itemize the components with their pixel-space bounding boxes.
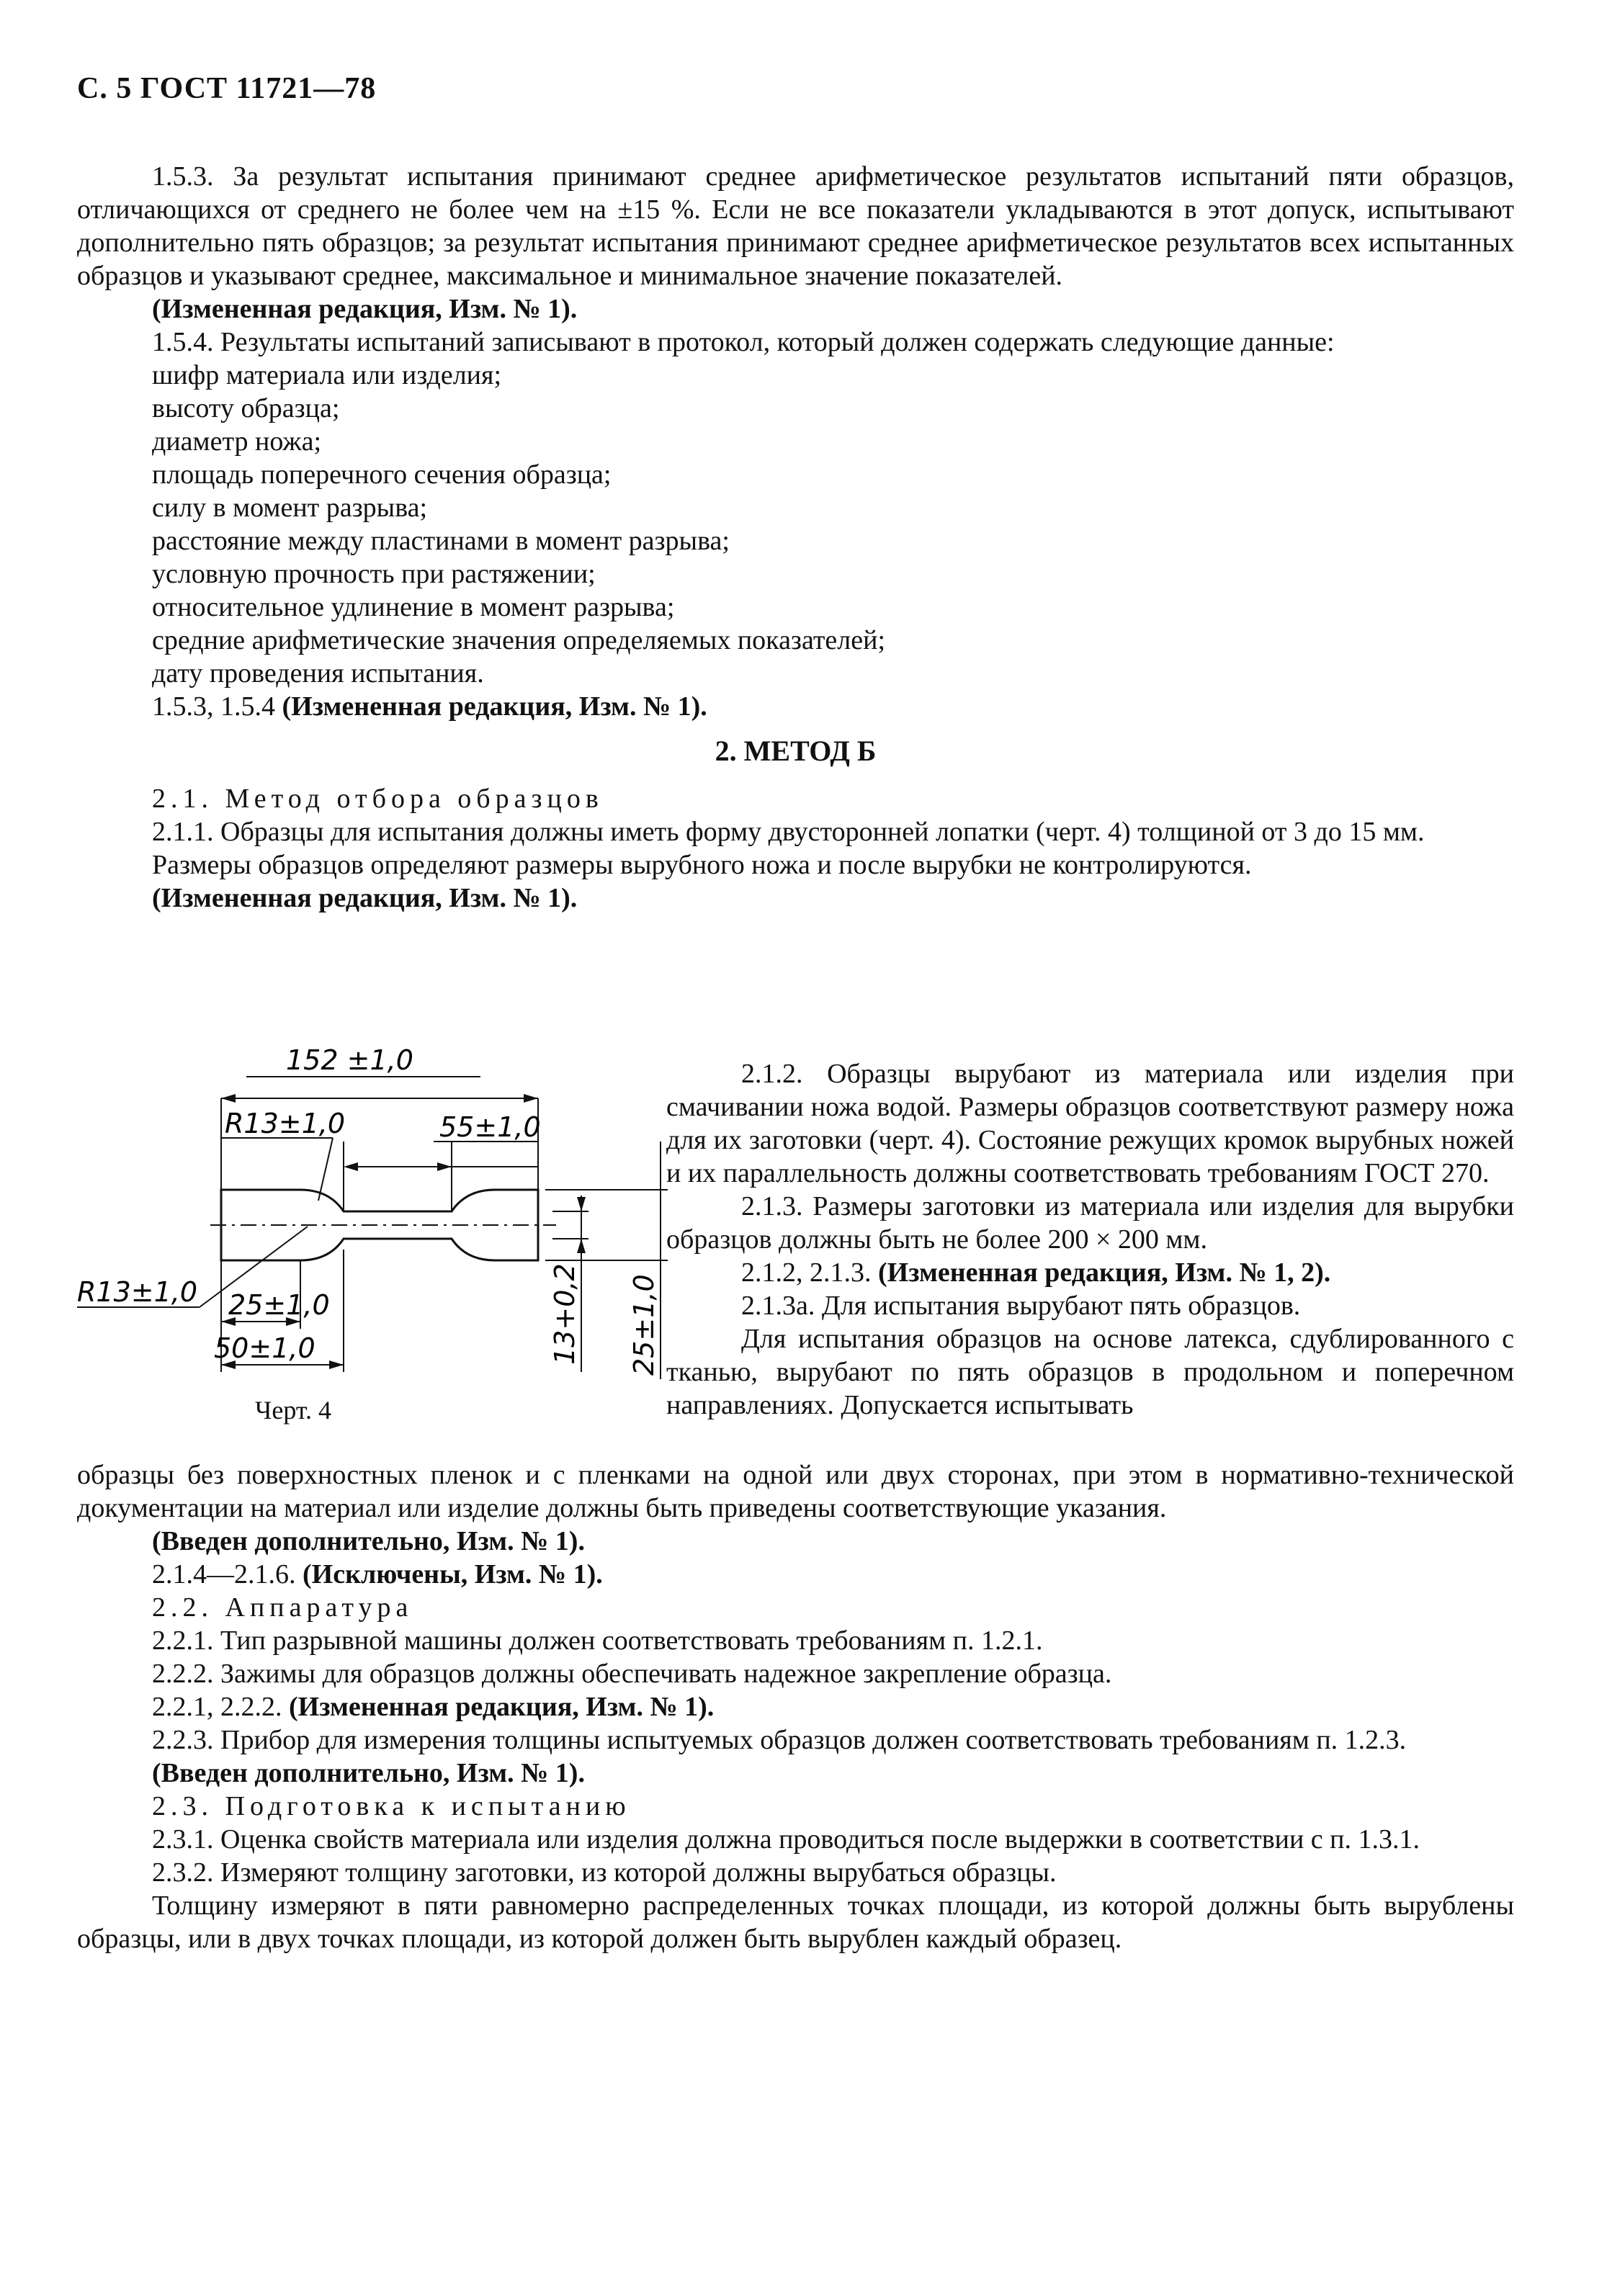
list-item: относительное удлинение в момент разрыва; bbox=[152, 592, 675, 622]
specimen-drawing-svg bbox=[77, 1044, 660, 1386]
paragraph-2-1-2: 2.1.2. Образцы вырубают из материала или изделия при смачивании ножа водой. Размеры образцов соответствуют размеру ножа для их заготовки (черт. 4). Состояние режущих кромок вырубных ножей и их параллельность должны соответствовать требованиям ГОСТ 270. bbox=[666, 1059, 1514, 1188]
list-item: высоту образца; bbox=[152, 393, 340, 423]
paragraph-1-5-3: 1.5.3. За результат испытания принимают среднее арифметическое результатов испытаний пяти образцов, отличающихся от среднего не более чем на ±15 %. Если не все показатели укладываются в этот допуск, испытывают дополнительно пять образцов; за результат испытания принимают среднее арифметическое результатов всех испытанных образцов и указывают среднее, максимальное и минимальное значение показателей. bbox=[77, 161, 1514, 291]
list-item: диаметр ножа; bbox=[152, 426, 322, 457]
arrowhead bbox=[524, 1094, 538, 1103]
change-note-2-1-4 bbox=[77, 1558, 1514, 1591]
paragraph-2-1-1: 2.1.1. Образцы для испытания должны иметь форму двусторонней лопатки (черт. 4) толщиной от 3 до 15 мм. bbox=[152, 817, 1425, 847]
list-item: площадь поперечного сечения образца; bbox=[152, 459, 612, 490]
dim-label-r13-left: R13±1,0 bbox=[77, 1276, 198, 1308]
change-note-number: 2.1.2, 2.1.3. bbox=[741, 1257, 872, 1288]
dim-label-55: 55±1,0 bbox=[439, 1111, 541, 1143]
arrowhead bbox=[329, 1360, 344, 1369]
change-note-2-2-x bbox=[77, 1690, 1514, 1723]
subsection-heading-2-1: 2.1. Метод отбора образцов bbox=[152, 784, 604, 814]
dim-label-25: 25±1,0 bbox=[228, 1289, 330, 1321]
arrowhead bbox=[437, 1162, 452, 1171]
paragraph-1-5-4: 1.5.4. Результаты испытаний записывают в протокол, который должен содержать следующие данные: bbox=[152, 327, 1335, 357]
change-note-1-5-x bbox=[77, 690, 1514, 723]
side-text-block bbox=[666, 1057, 1514, 1422]
change-note-text: (Измененная редакция, Изм. № 1, 2). bbox=[878, 1257, 1331, 1288]
change-note-introduced-1: (Введен дополнительно, Изм. № 1). bbox=[152, 1526, 585, 1556]
change-note-text: (Измененная редакция, Изм. № 1). bbox=[282, 691, 707, 722]
dim-label-152: 152 ±1,0 bbox=[286, 1044, 413, 1076]
dim-label-25-vertical: 25±1,0 bbox=[628, 1274, 660, 1376]
list-item: условную прочность при растяжении; bbox=[152, 559, 596, 589]
paragraph-2-3-2-b: Толщину измеряют в пяти равномерно распределенных точках площади, из которой должны быть вырублены образцы, или в двух точках площади, из которой должен быть вырублен каждый образец. bbox=[77, 1891, 1514, 1954]
specimen-drawing bbox=[77, 1044, 660, 1444]
arrowhead bbox=[577, 1197, 586, 1211]
paragraph-2-2-2: 2.2.2. Зажимы для образцов должны обеспечивать надежное закрепление образца. bbox=[152, 1659, 1112, 1689]
subsection-heading-2-3: 2.3. Подготовка к испытанию bbox=[152, 1791, 631, 1821]
dim-label-r13-top: R13±1,0 bbox=[225, 1108, 346, 1139]
arrowhead bbox=[577, 1239, 586, 1253]
arrowhead bbox=[344, 1162, 358, 1171]
change-note-number: 1.5.3, 1.5.4 bbox=[152, 691, 275, 722]
figure-caption: Черт. 4 bbox=[255, 1396, 331, 1425]
list-item: расстояние между пластинами в момент разрыва; bbox=[152, 526, 730, 556]
arrowhead bbox=[221, 1094, 236, 1103]
change-note-1-5-3: (Измененная редакция, Изм. № 1). bbox=[152, 294, 578, 324]
page-header: С. 5 ГОСТ 11721—78 bbox=[77, 72, 377, 105]
dim-label-13: 13+0,2 bbox=[549, 1263, 581, 1365]
leader-r13-top bbox=[318, 1138, 333, 1201]
list-item: средние арифметические значения определяемых показателей; bbox=[152, 625, 886, 655]
change-note-number: 2.1.4—2.1.6. bbox=[152, 1559, 296, 1589]
paragraph-2-3-1: 2.3.1. Оценка свойств материала или изделия должна проводиться после выдержки в соответствии с п. 1.3.1. bbox=[152, 1824, 1420, 1855]
paragraph-2-1-3a-cont: Для испытания образцов на основе латекса, сдублированного с тканью, вырубают по пять образцов в продольном и поперечном направлениях. Допускается испытывать bbox=[666, 1324, 1514, 1420]
paragraph-2-1-3: 2.1.3. Размеры заготовки из материала или изделия для вырубки образцов должны быть не более 200 × 200 мм. bbox=[666, 1191, 1514, 1255]
paragraph-2-1-3a: 2.1.3а. Для испытания вырубают пять образцов. bbox=[741, 1291, 1301, 1321]
change-note-2-1-x bbox=[666, 1256, 1514, 1289]
change-note-2-1-1: (Измененная редакция, Изм. № 1). bbox=[152, 883, 578, 913]
list-item: дату проведения испытания. bbox=[152, 658, 484, 689]
list-item: шифр материала или изделия; bbox=[152, 360, 502, 390]
bottom-text-block bbox=[77, 1458, 1514, 1955]
top-text-block bbox=[77, 160, 1514, 915]
paragraph-2-2-1: 2.2.1. Тип разрывной машины должен соответствовать требованиям п. 1.2.1. bbox=[152, 1625, 1043, 1656]
paragraph-2-1-1-b: Размеры образцов определяют размеры вырубного ножа и после вырубки не контролируются. bbox=[152, 850, 1252, 880]
subsection-heading-2-2: 2.2. Аппаратура bbox=[152, 1592, 413, 1623]
paragraph-2-2-3: 2.2.3. Прибор для измерения толщины испытуемых образцов должен соответствовать требованиям п. 1.2.3. bbox=[152, 1725, 1407, 1755]
change-note-text: (Измененная редакция, Изм. № 1). bbox=[289, 1692, 715, 1722]
protocol-list bbox=[77, 359, 1514, 690]
paragraph-2-3-2: 2.3.2. Измеряют толщину заготовки, из которой должны вырубаться образцы. bbox=[152, 1857, 1057, 1888]
dim-label-50: 50±1,0 bbox=[214, 1332, 315, 1364]
change-note-number: 2.2.1, 2.2.2. bbox=[152, 1692, 282, 1722]
paragraph-continuation: образцы без поверхностных пленок и с пленками на одной или двух сторонах, при этом в нормативно-технической документации на материал или изделие должны быть приведены соответствующие указания. bbox=[77, 1460, 1514, 1523]
list-item: силу в момент разрыва; bbox=[152, 493, 428, 523]
change-note-introduced-2: (Введен дополнительно, Изм. № 1). bbox=[152, 1758, 585, 1788]
change-note-text: (Исключены, Изм. № 1). bbox=[303, 1559, 603, 1589]
section-title-method-b: 2. МЕТОД Б bbox=[715, 735, 877, 767]
